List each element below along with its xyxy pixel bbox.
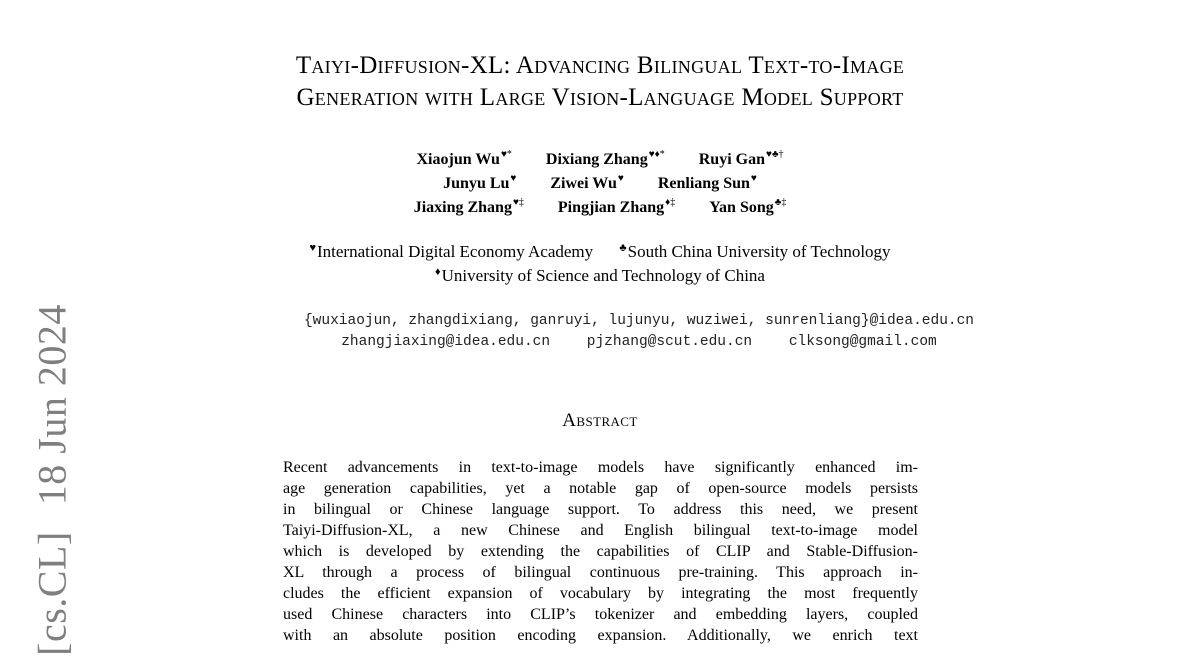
email-row [0, 332, 1200, 353]
affiliation-list [0, 240, 1200, 288]
abstract-line: age generation capabilities, yet a notable gap of open-source models persists [283, 480, 918, 497]
author [550, 172, 623, 196]
author [658, 172, 757, 196]
abstract-heading: Abstract [562, 410, 638, 431]
author-name: Junyu Lu [443, 175, 510, 192]
title-line-2: Generation with Large Vision-Language Model Support [296, 84, 904, 111]
author-list [0, 148, 1200, 220]
abstract-line: Recent advancements in text-to-image models have significantly enhanced im- [283, 459, 918, 476]
abstract-body [283, 457, 918, 646]
author-row [0, 196, 1200, 220]
affiliation-row [0, 240, 1200, 264]
abstract-line: cludes the efficient expansion of vocabulary by integrating the most frequently [283, 585, 918, 602]
affiliation-mark: ♣ [619, 242, 627, 254]
author-name: Xiaojun Wu [416, 151, 500, 168]
author-name: Jiaxing Zhang [413, 199, 512, 216]
abstract-line: which is developed by extending the capabilities of CLIP and Stable-Diffusion- [283, 543, 918, 560]
email: pjzhang@scut.edu.cn [586, 334, 753, 350]
affiliation-name: University of Science and Technology of China [441, 266, 765, 285]
arxiv-category: [cs.CL] [29, 531, 75, 656]
author-name: Ziwei Wu [550, 175, 617, 192]
abstract-line: in bilingual or Chinese language support. To address this need, we present [283, 501, 918, 518]
affiliation-mark: ♦ [435, 266, 441, 278]
email-list [0, 311, 1200, 353]
author-name: Renliang Sun [657, 175, 750, 192]
affiliation [435, 264, 765, 288]
author-row [0, 172, 1200, 196]
affiliation [309, 240, 593, 264]
author-marks: ♥* [500, 149, 512, 160]
author-name: Pingjian Zhang [557, 199, 665, 216]
author-name: Yan Song [709, 199, 774, 216]
author [417, 148, 512, 172]
affiliation-mark: ♥ [309, 242, 316, 254]
author [443, 172, 516, 196]
abstract-line: used Chinese characters into CLIP’s tokenizer and embedding layers, coupled [283, 606, 918, 623]
paper-title [0, 50, 1200, 114]
author-marks: ♥‡ [512, 197, 524, 208]
arxiv-date: 18 Jun 2024 [29, 304, 75, 506]
author-marks: ♥ [617, 173, 624, 184]
email-group: {wuxiaojun, zhangdixiang, ganruyi, lujunyu, wuziwei, sunrenliang}@idea.edu.cn [303, 313, 974, 329]
title-line-1: Taiyi-Diffusion-XL: Advancing Bilingual Text-to-Image [295, 52, 905, 79]
affiliation-name: South China University of Technology [627, 242, 891, 261]
affiliation-name: International Digital Economy Academy [316, 242, 594, 261]
email: zhangjiaxing@idea.edu.cn [341, 334, 551, 350]
author-marks: ♥♣† [766, 149, 784, 160]
author-marks: ♥ [510, 173, 517, 184]
abstract-line: with an absolute position encoding expansion. Additionally, we enrich text [283, 627, 918, 644]
abstract-line: XL through a process of bilingual continuous pre-training. This approach in- [283, 564, 918, 581]
author-name: Dixiang Zhang [545, 151, 648, 168]
affiliation-row [0, 264, 1200, 288]
abstract-line: Taiyi-Diffusion-XL, a new Chinese and English bilingual text-to-image model [283, 522, 918, 539]
author [546, 148, 665, 172]
affiliation [619, 240, 890, 264]
author-row [0, 148, 1200, 172]
author-marks: ♥ [750, 173, 757, 184]
author-marks: ♦‡ [665, 197, 676, 208]
arxiv-side-stamp [29, 304, 76, 656]
author-name: Ruyi Gan [698, 151, 765, 168]
author-marks: ♣‡ [774, 197, 787, 208]
author [699, 148, 784, 172]
author [709, 196, 786, 220]
author-marks: ♥♦* [648, 149, 665, 160]
author [414, 196, 524, 220]
email: clksong@gmail.com [788, 334, 937, 350]
author [558, 196, 675, 220]
